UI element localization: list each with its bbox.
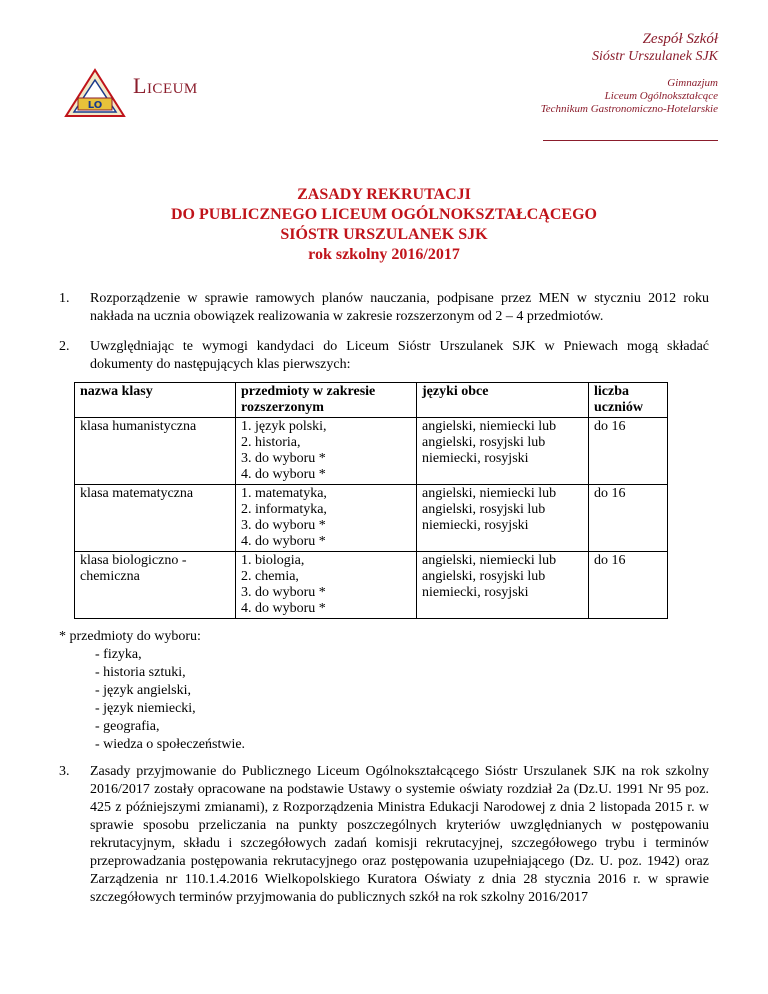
class-count: do 16 xyxy=(589,552,668,619)
subject: 2. historia, xyxy=(241,435,301,450)
table-row xyxy=(75,418,668,485)
subject: 3. do wyboru * xyxy=(241,451,326,466)
class-name: klasa matematyczna xyxy=(75,485,236,552)
paragraph-text: Rozporządzenie w sprawie ramowych planów nauczania, podpisane przez MEN w styczniu 2012 roku nakłada na ucznia obowiązek realizowania w zakresie rozszerzonym od 2 – 4 przedmiotów. xyxy=(90,291,709,324)
subject: 3. do wyboru * xyxy=(241,518,326,533)
list-item: - wiedza o społeczeństwie. xyxy=(95,737,246,752)
school-types xyxy=(541,77,718,116)
school-congregation: Sióstr Urszulanek SJK xyxy=(592,49,718,64)
school-logo-icon xyxy=(64,68,126,118)
class-subjects xyxy=(236,418,417,485)
class-languages: angielski, niemiecki lub angielski, rosyjski lub niemiecki, rosyjski xyxy=(417,485,589,552)
document-title xyxy=(0,185,768,265)
paragraph-number: 2. xyxy=(59,339,70,354)
column-header: nazwa klasy xyxy=(75,383,236,418)
list-item: - geografia, xyxy=(95,719,160,734)
class-languages: angielski, niemiecki lub angielski, rosyjski lub niemiecki, rosyjski xyxy=(417,418,589,485)
subject: 1. język polski, xyxy=(241,419,327,434)
paragraph-text: Uwzględniając te wymogi kandydaci do Liceum Sióstr Urszulanek SJK w Pniewach mogą składać dokumenty do następujących klas pierwszych: xyxy=(90,339,709,372)
paragraph-number: 1. xyxy=(59,291,70,306)
subject: 4. do wyboru * xyxy=(241,467,326,482)
school-type: Technikum Gastronomiczno-Hotelarskie xyxy=(540,103,718,115)
class-name: klasa humanistyczna xyxy=(75,418,236,485)
class-count: do 16 xyxy=(589,418,668,485)
class-languages: angielski, niemiecki lub angielski, rosyjski lub niemiecki, rosyjski xyxy=(417,552,589,619)
subject: 2. informatyka, xyxy=(241,502,327,517)
paragraph-1 xyxy=(59,290,709,326)
footnote xyxy=(59,628,245,754)
school-header xyxy=(541,30,718,116)
class-count: do 16 xyxy=(589,485,668,552)
column-header: przedmioty w zakresie rozszerzonym xyxy=(236,383,417,418)
list-item: - język angielski, xyxy=(95,683,192,698)
footnote-heading: * przedmioty do wyboru: xyxy=(59,629,201,644)
school-type: Liceum Ogólnokształcące xyxy=(604,90,718,102)
paragraph-3 xyxy=(59,763,709,907)
table-row xyxy=(75,485,668,552)
table-row xyxy=(75,552,668,619)
table-header-row xyxy=(75,383,668,418)
subject: 4. do wyboru * xyxy=(241,601,326,616)
classes-table xyxy=(74,382,668,619)
class-subjects xyxy=(236,552,417,619)
list-item: - historia sztuki, xyxy=(95,665,186,680)
title-line: rok szkolny 2016/2017 xyxy=(308,246,460,263)
paragraph-number: 3. xyxy=(59,764,70,779)
subject: 2. chemia, xyxy=(241,569,299,584)
school-name: Zespół Szkół xyxy=(642,31,718,47)
subject: 1. biologia, xyxy=(241,553,305,568)
school-type: Gimnazjum xyxy=(667,77,718,89)
logo-text: LO xyxy=(87,100,103,111)
subject: 4. do wyboru * xyxy=(241,534,326,549)
paragraph-text: Zasady przyjmowanie do Publicznego Liceum Ogólnokształcącego Sióstr Urszulanek SJK na rok szkolny 2016/2017 zostały opracowane na podstawie Ustawy o systemie oświaty rozdział 2a (Dz.U. 1991 Nr 95 poz. 425 z późniejszymi zmianami), z Rozporządzenia Ministra Edukacji Narodowej z dnia 2 listopada 2015 r. w sprawie sposobu przeliczania na punkty poszczególnych kryteriów uwzględnianych w postępowaniu rekrutacyjnym, składu i szczegółowych zadań komisji rekrutacyjnej, szczegółowego trybu i terminów przeprowadzania postępowania rekrutacyjnego oraz postępowania uzupełniającego (Dz. U. poz. 1942) oraz Zarządzenia nr 110.1.4.2016 Wielkopolskiego Kuratora Oświaty z dnia 28 stycznia 2016 r. w sprawie szczegółowych terminów przyjmowania do publicznych szkół na rok szkolny 2016/2017 xyxy=(90,764,709,905)
title-line: SIÓSTR URSZULANEK SJK xyxy=(280,226,488,243)
subject: 3. do wyboru * xyxy=(241,585,326,600)
class-name: klasa biologiczno - chemiczna xyxy=(75,552,236,619)
list-item: - fizyka, xyxy=(95,647,142,662)
column-header: liczba uczniów xyxy=(589,383,668,418)
liceum-wordmark: Liceum xyxy=(133,73,198,98)
title-line: DO PUBLICZNEGO LICEUM OGÓLNOKSZTAŁCĄCEGO xyxy=(171,206,597,223)
header-divider xyxy=(543,140,718,141)
column-header: języki obce xyxy=(417,383,589,418)
subject: 1. matematyka, xyxy=(241,486,327,501)
title-line: ZASADY REKRUTACJI xyxy=(297,186,471,203)
paragraph-2 xyxy=(59,338,709,374)
list-item: - język niemiecki, xyxy=(95,701,196,716)
footnote-list xyxy=(59,646,245,754)
class-subjects xyxy=(236,485,417,552)
